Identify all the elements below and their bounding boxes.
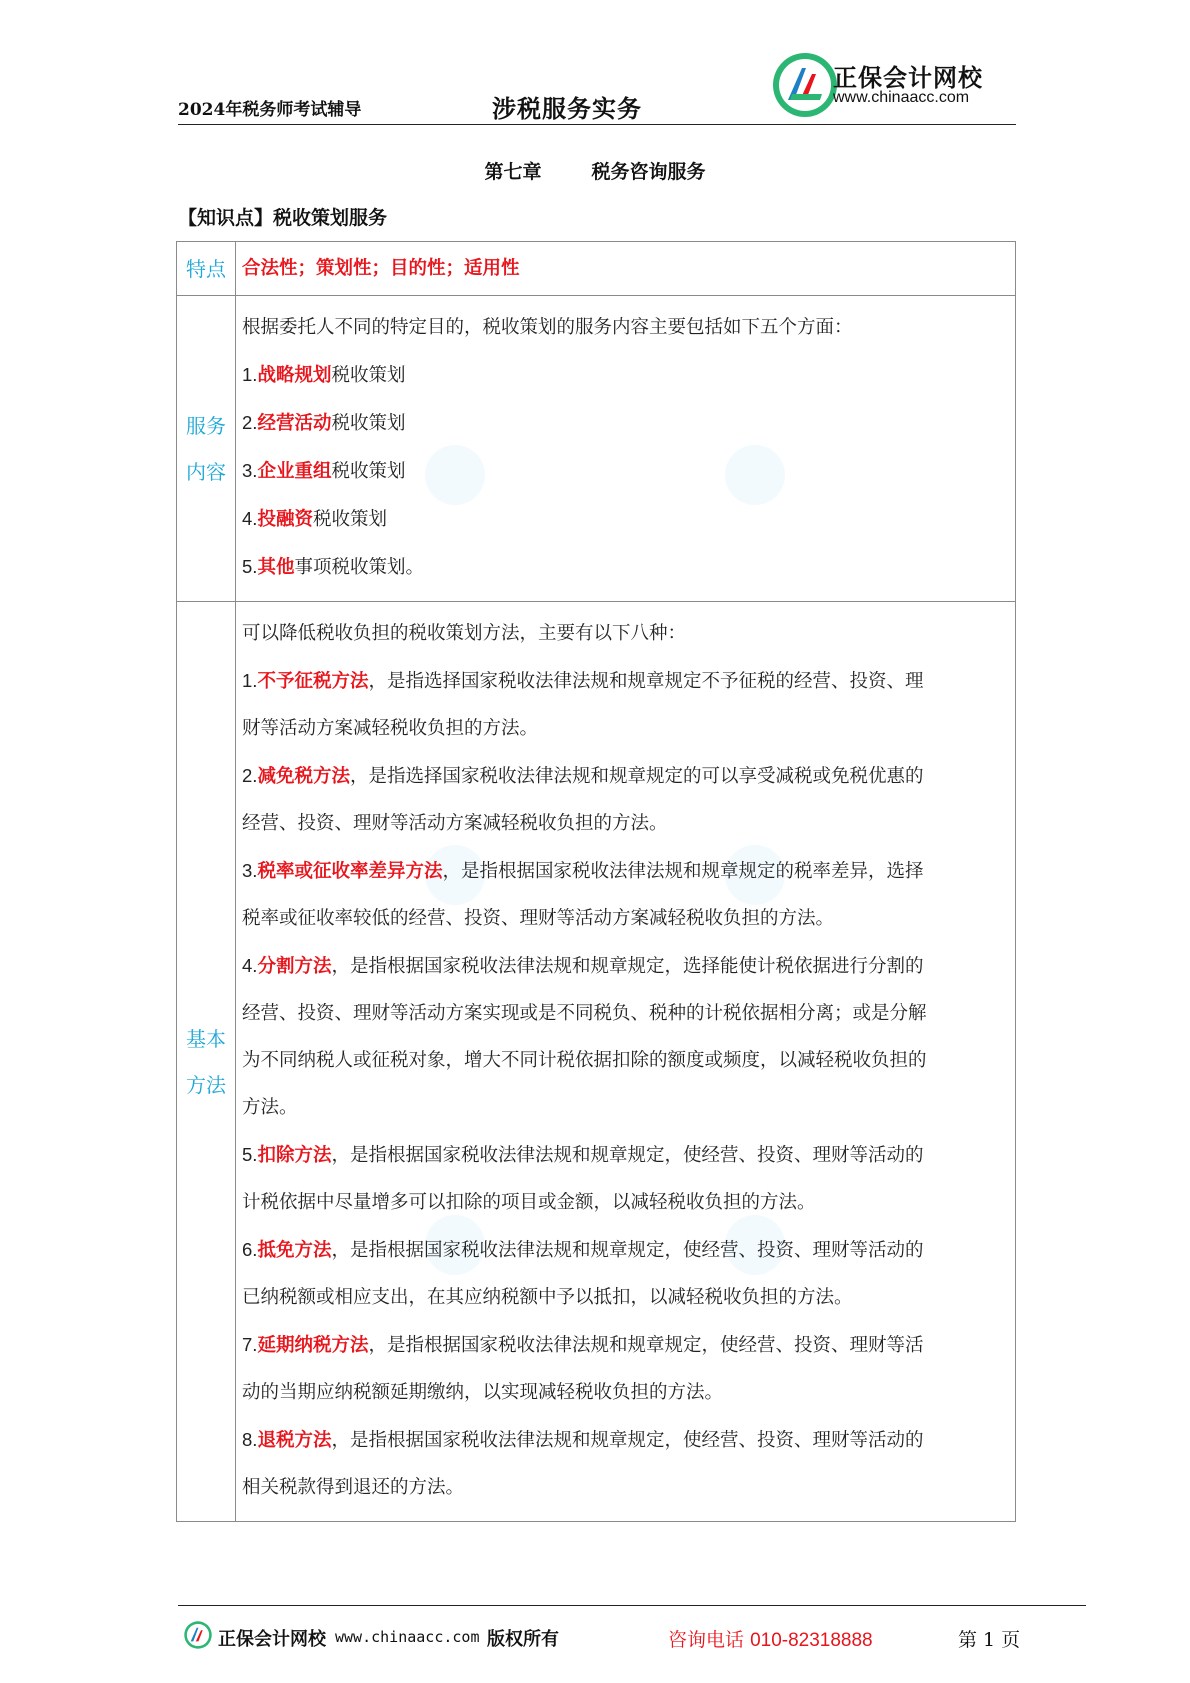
features-cell [236,242,1016,296]
list-item [242,543,1011,591]
item-text: 相关税款得到退还的方法。 [242,1477,465,1498]
item-text: 税收策划 [331,461,406,482]
methods-intro: 可以降低税收负担的税收策划方法，主要有以下八种： [242,623,687,644]
knowledge-point-title: 【知识点】税收策划服务 [178,207,388,229]
item-text: 税率或征收率较低的经营、投资、理财等活动方案减轻税收负担的方法。 [242,908,835,929]
methods-label-line1: 基本 [186,1026,226,1051]
list-item [242,447,1011,495]
item-text: ，是指选择国家税收法律法规和规章规定的可以享受减税或免税优惠的 [349,766,924,787]
chapter-number: 第七章 [484,161,542,183]
method-line [242,990,1011,1037]
list-item [242,399,1011,447]
item-text: 税收策划 [331,413,406,434]
method-line [242,705,1011,752]
method-line [242,1179,1011,1226]
features-value: 合法性；策划性；目的性；适用性 [242,258,520,279]
table-row-methods [177,602,1016,1522]
item-text: 税收策划 [312,509,387,530]
method-line [242,1464,1011,1511]
method-line [242,942,1011,990]
method-line [242,1037,1011,1084]
services-label [177,296,236,602]
chapter-name: 税务咨询服务 [591,161,706,183]
item-number: 3. [242,860,258,881]
item-key: 企业重组 [257,461,332,482]
item-key: 税率或征收率差异方法 [257,861,443,882]
item-text: 动的当期应纳税额延期缴纳，以实现减轻税收负担的方法。 [242,1382,724,1403]
features-label: 特点 [177,242,236,296]
method-line [242,1416,1011,1464]
methods-list [242,657,1011,1511]
item-key: 其他 [257,557,295,578]
header-brand-name: 正保会计网校 [833,64,983,92]
item-number: 2. [242,765,258,786]
method-line [242,1131,1011,1179]
method-line [242,752,1011,800]
item-number: 6. [242,1239,258,1260]
item-number: 8. [242,1429,258,1450]
item-key: 扣除方法 [257,1145,332,1166]
item-number: 5. [242,1144,258,1165]
services-label-line2: 内容 [186,459,226,484]
item-number: 7. [242,1334,258,1355]
methods-label [177,602,236,1522]
item-key: 退税方法 [257,1430,332,1451]
item-key: 延期纳税方法 [257,1335,369,1356]
item-key: 减免税方法 [257,766,350,787]
item-text: ，是指根据国家税收法律法规和规章规定，使经营、投资、理财等活 [368,1335,924,1356]
item-text: 事项税收策划。 [294,557,424,578]
item-text: 经营、投资、理财等活动方案减轻税收负担的方法。 [242,813,668,834]
method-line [242,1369,1011,1416]
item-key: 经营活动 [257,413,332,434]
item-text: ，是指根据国家税收法律法规和规章规定，使经营、投资、理财等活动的 [331,1240,924,1261]
item-text: 经营、投资、理财等活动方案实现或是不同税负、税种的计税依据相分离；或是分解 [242,1003,927,1024]
item-text: ，是指根据国家税收法律法规和规章规定，选择能使计税依据进行分割的 [331,956,924,977]
item-text: 为不同纳税人或征税对象，增大不同计税依据扣除的额度或频度，以减轻税收负担的 [242,1050,927,1071]
item-text: 方法。 [242,1097,298,1118]
item-text: ，是指选择国家税收法律法规和规章规定不予征税的经营、投资、理 [368,671,924,692]
header-course-title: 2024年税务师考试辅导 [178,100,362,120]
methods-cell [236,602,1016,1522]
item-text: ，是指根据国家税收法律法规和规章规定，使经营、投资、理财等活动的 [331,1145,924,1166]
methods-label-line2: 方法 [186,1072,226,1097]
header-brand-url[interactable]: www.chinaacc.com [833,89,970,106]
footer-phone [668,1625,873,1652]
footer-logo-icon [183,1620,213,1650]
item-text: 税收策划 [331,365,406,386]
item-number: 5. [242,556,258,577]
method-line [242,1226,1011,1274]
footer-url[interactable]: www.chinaacc.com [335,1628,480,1646]
item-number: 2. [242,412,258,433]
item-number: 4. [242,955,258,976]
table-row-features [177,242,1016,296]
header-divider [178,124,1016,125]
services-intro: 根据委托人不同的特定目的，税收策划的服务内容主要包括如下五个方面： [242,317,853,338]
item-number: 4. [242,508,258,529]
item-key: 分割方法 [257,956,332,977]
services-label-line1: 服务 [186,413,226,438]
item-text: 已纳税额或相应支出，在其应纳税额中予以抵扣，以减轻税收负担的方法。 [242,1287,853,1308]
services-list [242,351,1011,591]
tax-planning-table [176,241,1016,1522]
footer-phone-label: 咨询电话 [668,1629,745,1651]
footer-divider [178,1605,1086,1606]
footer-brand-name: 正保会计网校 [218,1629,326,1650]
method-line [242,1084,1011,1131]
list-item [242,495,1011,543]
method-line [242,657,1011,705]
item-key: 抵免方法 [257,1240,332,1261]
footer-phone-number: 010-82318888 [750,1630,873,1651]
header-subject-title: 涉税服务实务 [492,94,642,123]
footer-copyright: 版权所有 [487,1629,559,1650]
method-line [242,1321,1011,1369]
item-text: ，是指根据国家税收法律法规和规章规定的税率差异，选择 [442,861,924,882]
footer-page-number: 第 1 页 [958,1629,1021,1651]
item-text: 财等活动方案减轻税收负担的方法。 [242,718,539,739]
services-cell [236,296,1016,602]
item-key: 投融资 [257,509,313,530]
item-text: ，是指根据国家税收法律法规和规章规定，使经营、投资、理财等活动的 [331,1430,924,1451]
chapter-heading [0,157,1190,184]
item-key: 不予征税方法 [257,671,369,692]
chinaacc-logo-icon [770,50,840,120]
method-line [242,847,1011,895]
item-text: 计税依据中尽量增多可以扣除的项目或金额，以减轻税收负担的方法。 [242,1192,816,1213]
list-item [242,351,1011,399]
item-number: 1. [242,670,258,691]
method-line [242,800,1011,847]
table-row-services [177,296,1016,602]
item-number: 1. [242,364,258,385]
method-line [242,895,1011,942]
method-line [242,1274,1011,1321]
item-key: 战略规划 [257,365,332,386]
item-number: 3. [242,460,258,481]
